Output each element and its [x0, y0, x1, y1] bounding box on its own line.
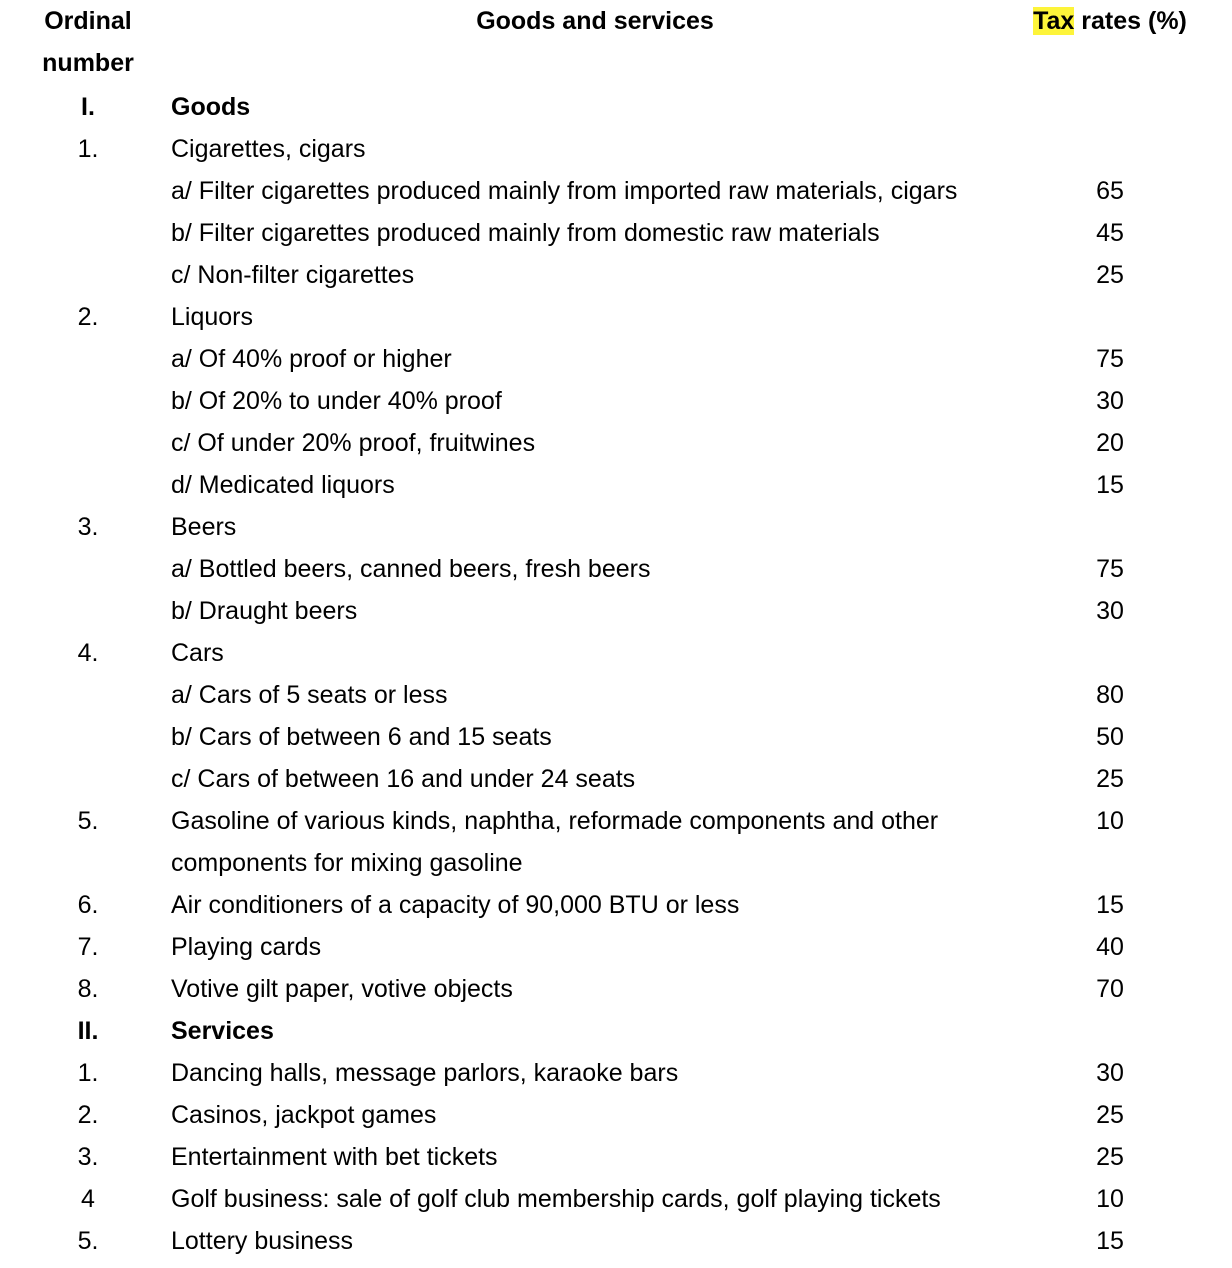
table-row — [0, 548, 1232, 590]
row-tax-rate: 25 — [1096, 1101, 1124, 1129]
table-row — [0, 1010, 1232, 1052]
row-ordinal: 2. — [77, 1101, 99, 1129]
row-tax-rate: 30 — [1096, 597, 1124, 625]
table-row — [0, 1220, 1232, 1262]
row-description: b/ Draught beers — [171, 597, 358, 625]
row-description: c/ Of under 20% proof, fruitwines — [171, 429, 536, 457]
section-heading: Goods — [171, 93, 251, 121]
row-tax-rate: 15 — [1096, 891, 1124, 919]
table-row — [0, 464, 1232, 506]
row-tax-rate: 70 — [1096, 975, 1124, 1003]
table-body — [0, 86, 1232, 1262]
row-ordinal: 2. — [77, 303, 99, 331]
row-description: b/ Of 20% to under 40% proof — [171, 387, 502, 415]
row-ordinal: 6. — [77, 891, 99, 919]
table-row — [0, 296, 1232, 338]
table-row — [0, 86, 1232, 128]
table-row — [0, 338, 1232, 380]
row-ordinal: 4 — [81, 1185, 95, 1213]
table-row — [0, 674, 1232, 716]
row-tax-rate: 25 — [1096, 261, 1124, 289]
row-tax-rate: 45 — [1096, 219, 1124, 247]
row-ordinal: 7. — [77, 933, 99, 961]
table-row — [0, 716, 1232, 758]
row-tax-rate: 40 — [1096, 933, 1124, 961]
table-row — [0, 800, 1232, 884]
row-description: Gasoline of various kinds, naphtha, reformade components and other components for mixing gasoline — [171, 807, 939, 877]
row-description: a/ Of 40% proof or higher — [171, 345, 452, 373]
row-description: Air conditioners of a capacity of 90,000 BTU or less — [171, 891, 740, 919]
table-row — [0, 632, 1232, 674]
table-row — [0, 1136, 1232, 1178]
table-row — [0, 212, 1232, 254]
table-row — [0, 506, 1232, 548]
row-tax-rate: 10 — [1096, 1185, 1124, 1213]
table-row — [0, 128, 1232, 170]
row-description: Casinos, jackpot games — [171, 1101, 437, 1129]
row-tax-rate: 30 — [1096, 1059, 1124, 1087]
table-row — [0, 968, 1232, 1010]
row-tax-rate: 15 — [1096, 1227, 1124, 1255]
row-ordinal: II. — [77, 1017, 99, 1045]
row-tax-rate: 10 — [1096, 807, 1124, 835]
row-description: Liquors — [171, 303, 253, 331]
row-description: Cigarettes, cigars — [171, 135, 366, 163]
table-header — [0, 0, 1232, 84]
row-description: a/ Filter cigarettes produced mainly from imported raw materials, cigars — [171, 177, 958, 205]
row-ordinal: 5. — [77, 807, 99, 835]
row-tax-rate: 65 — [1096, 177, 1124, 205]
row-ordinal: 3. — [77, 1143, 99, 1171]
row-description: Lottery business — [171, 1227, 354, 1255]
row-description: Cars — [171, 639, 224, 667]
table-row — [0, 422, 1232, 464]
row-ordinal: 1. — [77, 1059, 99, 1087]
row-description: c/ Cars of between 16 and under 24 seats — [171, 765, 636, 793]
row-ordinal: 1. — [77, 135, 99, 163]
row-tax-rate: 15 — [1096, 471, 1124, 499]
row-ordinal: 8. — [77, 975, 99, 1003]
row-description: Golf business: sale of golf club membership cards, golf playing tickets — [171, 1185, 941, 1213]
row-tax-rate: 75 — [1096, 345, 1124, 373]
table-row — [0, 1178, 1232, 1220]
row-description: Dancing halls, message parlors, karaoke bars — [171, 1059, 679, 1087]
table-row — [0, 926, 1232, 968]
header-tax-rates — [1000, 0, 1220, 42]
table-row — [0, 758, 1232, 800]
table-row — [0, 884, 1232, 926]
row-tax-rate: 30 — [1096, 387, 1124, 415]
table-row — [0, 590, 1232, 632]
row-description: c/ Non-filter cigarettes — [171, 261, 415, 289]
row-description: Beers — [171, 513, 237, 541]
row-description: b/ Cars of between 6 and 15 seats — [171, 723, 552, 751]
row-ordinal: 5. — [77, 1227, 99, 1255]
row-tax-rate: 20 — [1096, 429, 1124, 457]
table-row — [0, 254, 1232, 296]
table-row — [0, 170, 1232, 212]
table-row — [0, 1094, 1232, 1136]
row-tax-rate: 50 — [1096, 723, 1124, 751]
row-description: Entertainment with bet tickets — [171, 1143, 498, 1171]
header-ordinal-line1: Ordinal — [44, 7, 132, 35]
row-description: b/ Filter cigarettes produced mainly from domestic raw materials — [171, 219, 880, 247]
row-description: a/ Bottled beers, canned beers, fresh beers — [171, 555, 651, 583]
header-rates-label: rates (%) — [1074, 7, 1187, 35]
row-tax-rate: 25 — [1096, 765, 1124, 793]
row-description: Votive gilt paper, votive objects — [171, 975, 513, 1003]
row-tax-rate: 25 — [1096, 1143, 1124, 1171]
table-row — [0, 380, 1232, 422]
row-tax-rate: 75 — [1096, 555, 1124, 583]
table-row — [0, 1052, 1232, 1094]
row-ordinal: 3. — [77, 513, 99, 541]
section-heading: Services — [171, 1017, 274, 1045]
row-description: d/ Medicated liquors — [171, 471, 395, 499]
row-tax-rate: 80 — [1096, 681, 1124, 709]
row-ordinal: 4. — [77, 639, 99, 667]
row-ordinal: I. — [81, 93, 95, 121]
row-description: a/ Cars of 5 seats or less — [171, 681, 448, 709]
row-description: Playing cards — [171, 933, 322, 961]
header-tax-highlight: Tax — [1033, 7, 1075, 35]
header-goods-and-services: Goods and services — [476, 7, 714, 35]
header-ordinal-line2: number — [42, 49, 134, 77]
header-ordinal-number — [28, 0, 148, 84]
